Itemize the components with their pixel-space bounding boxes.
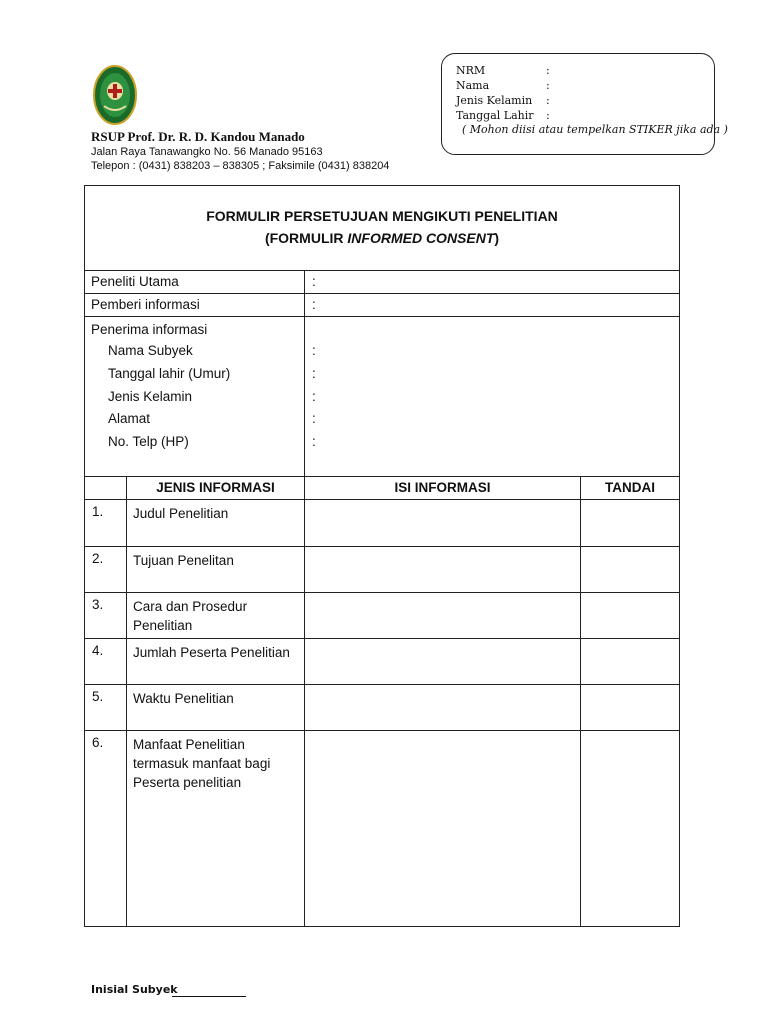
penerima-informasi-block: [85, 317, 305, 477]
column-header-tandai: TANDAI: [581, 477, 680, 500]
peneliti-utama-label: Peneliti Utama: [85, 271, 305, 294]
table-row: [85, 731, 680, 927]
penerima-informasi-label: Penerima informasi: [91, 322, 208, 337]
table-row: [85, 639, 680, 685]
table-row: [85, 547, 680, 593]
row-isi-informasi[interactable]: [305, 685, 581, 731]
hospital-emblem-icon: [92, 64, 138, 126]
sticker-label: Jenis Kelamin: [456, 94, 533, 107]
row-number: 2.: [85, 547, 127, 593]
column-header-number: [85, 477, 127, 500]
form-title-cell: [85, 186, 680, 271]
row-jenis-informasi: Manfaat Penelitian termasuk manfaat bagi Peserta penelitian: [127, 731, 305, 927]
no-telp-label: No. Telp (HP): [108, 434, 189, 450]
hospital-name: RSUP Prof. Dr. R. D. Kandou Manado: [91, 129, 305, 144]
row-jenis-informasi: Cara dan Prosedur Penelitian: [127, 593, 305, 639]
row-isi-informasi[interactable]: [305, 547, 581, 593]
consent-form-table: [84, 185, 680, 927]
hospital-address: Jalan Raya Tanawangko No. 56 Manado 95163: [91, 146, 323, 158]
sticker-row-tanggal-lahir: [456, 109, 550, 122]
pemberi-informasi-label: Pemberi informasi: [85, 294, 305, 317]
tanggal-lahir-field[interactable]: :: [312, 365, 316, 381]
alamat-field[interactable]: :: [312, 411, 316, 427]
hospital-phone: Telepon : (0431) 838203 – 838305 ; Faksimile (0431) 838204: [91, 160, 390, 172]
row-isi-informasi[interactable]: [305, 500, 581, 547]
table-row: [85, 685, 680, 731]
patient-sticker-box: [441, 53, 728, 155]
sticker-sep: :: [546, 109, 550, 122]
column-header-jenis: JENIS INFORMASI: [127, 477, 305, 500]
alamat-label: Alamat: [108, 411, 151, 427]
nama-subyek-label: Nama Subyek: [108, 343, 193, 358]
sticker-row-nama: [456, 79, 550, 92]
sticker-row-jenis-kelamin: [456, 94, 550, 107]
row-tandai[interactable]: [581, 593, 680, 639]
form-subtitle: (FORMULIR INFORMED CONSENT): [264, 230, 500, 246]
peneliti-utama-field[interactable]: :: [305, 271, 680, 294]
sticker-sep: :: [546, 64, 550, 77]
tanggal-lahir-label: Tanggal lahir (Umur): [108, 365, 231, 381]
row-tandai[interactable]: [581, 639, 680, 685]
table-row: [85, 500, 680, 547]
row-tandai[interactable]: [581, 547, 680, 593]
form-title: FORMULIR PERSETUJUAN MENGIKUTI PENELITIAN: [206, 208, 558, 224]
column-header-isi: ISI INFORMASI: [305, 477, 581, 500]
row-isi-informasi[interactable]: [305, 639, 581, 685]
row-number: 5.: [85, 685, 127, 731]
pemberi-informasi-field[interactable]: :: [305, 294, 680, 317]
jenis-kelamin-field[interactable]: :: [312, 388, 316, 404]
penerima-informasi-values: [305, 317, 680, 477]
sticker-sep: :: [546, 94, 550, 107]
table-row: [85, 593, 680, 639]
row-tandai[interactable]: [581, 731, 680, 927]
row-number: 6.: [85, 731, 127, 927]
inisial-subyek-field[interactable]: [172, 996, 246, 997]
sticker-sep: :: [546, 79, 550, 92]
sticker-label: Nama: [456, 79, 490, 92]
jenis-kelamin-label: Jenis Kelamin: [108, 388, 193, 404]
inisial-subyek-label: Inisial Subyek: [91, 983, 178, 996]
row-isi-informasi[interactable]: [305, 593, 581, 639]
sticker-note: ( Mohon diisi atau tempelkan STIKER jika ada ): [462, 123, 728, 136]
sticker-row-nrm: [456, 64, 550, 77]
row-tandai[interactable]: [581, 685, 680, 731]
row-number: 4.: [85, 639, 127, 685]
row-tandai[interactable]: [581, 500, 680, 547]
row-number: 1.: [85, 500, 127, 547]
nama-subyek-field[interactable]: :: [312, 343, 316, 358]
row-isi-informasi[interactable]: [305, 731, 581, 927]
row-jenis-informasi: Jumlah Peserta Penelitian: [127, 639, 305, 685]
sticker-label: Tanggal Lahir: [456, 109, 534, 122]
sticker-label: NRM: [456, 64, 486, 77]
no-telp-field[interactable]: :: [312, 434, 316, 450]
row-jenis-informasi: Tujuan Penelitan: [127, 547, 305, 593]
row-jenis-informasi: Judul Penelitian: [127, 500, 305, 547]
row-jenis-informasi: Waktu Penelitian: [127, 685, 305, 731]
row-number: 3.: [85, 593, 127, 639]
